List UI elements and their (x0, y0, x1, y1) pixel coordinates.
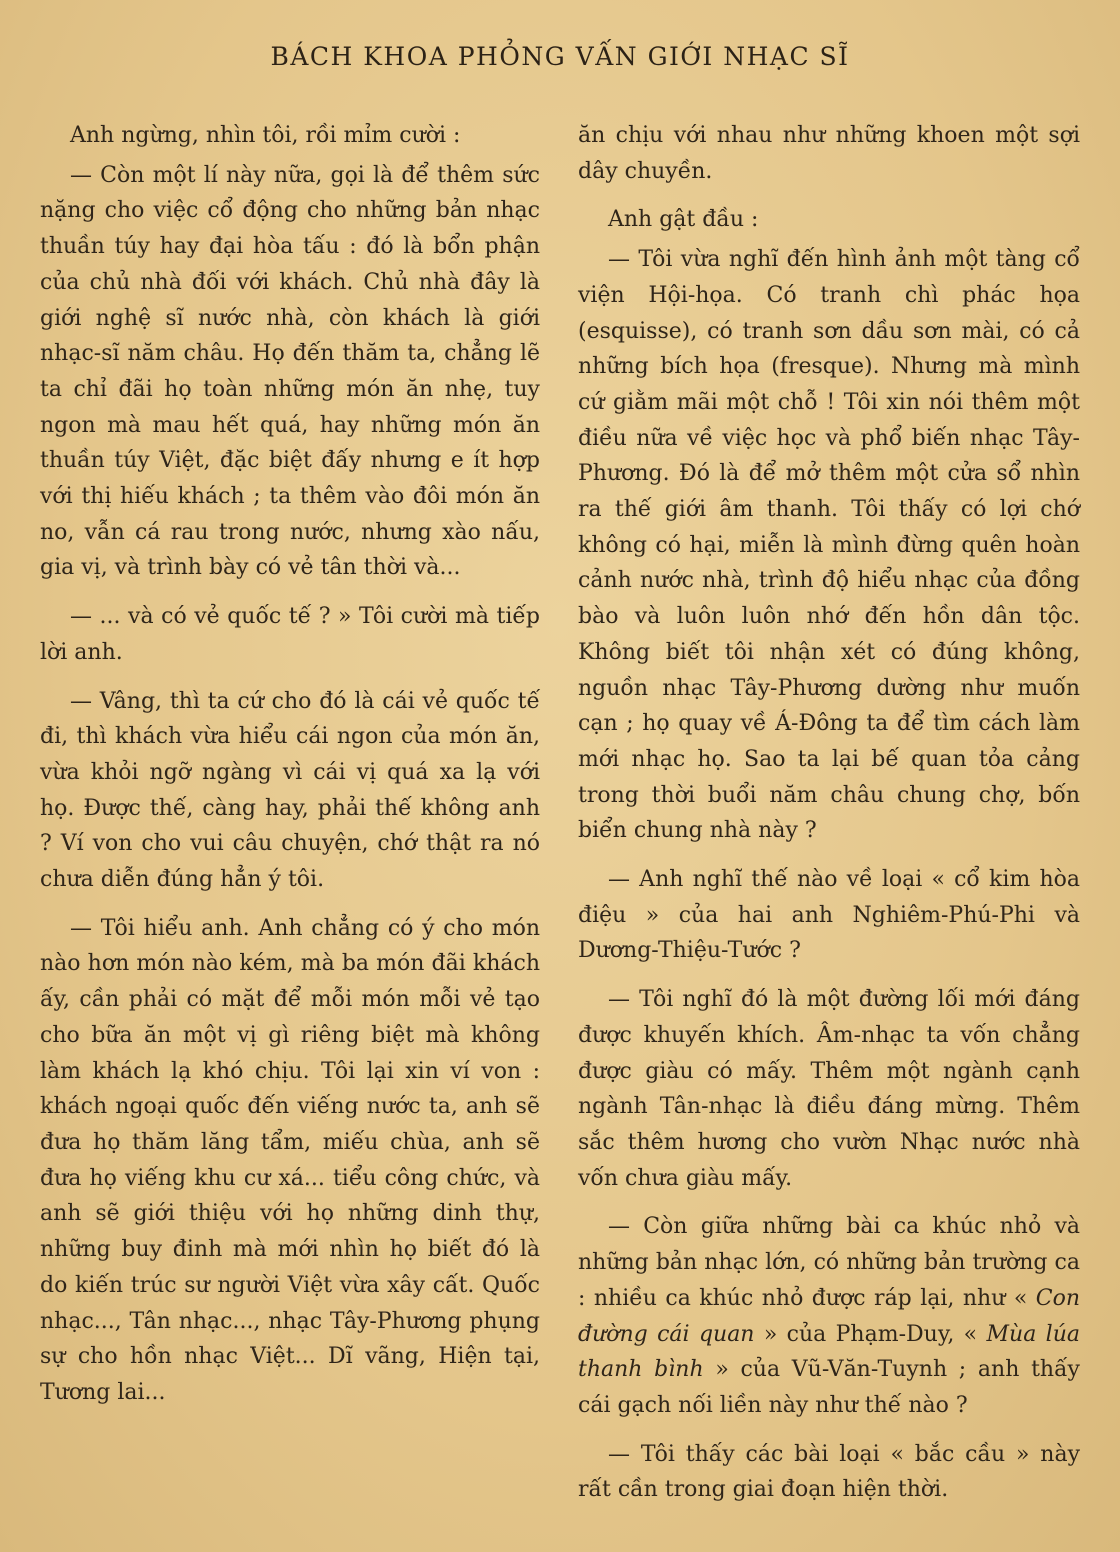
page-title: BÁCH KHOA PHỎNG VẤN GIỚI NHẠC SĨ (270, 42, 850, 71)
song-title: Mùa lúa thanh bình (578, 1321, 1080, 1383)
paragraph: — Vâng, thì ta cứ cho đó là cái vẻ quốc tế đi, thì khách vừa hiểu cái ngon của món ăn, vừa khỏi ngỡ ngàng vì cái vị quá xa lạ với họ. Được thế, càng hay, phải thế không anh ? Ví von cho vui câu chuyện, chớ thật ra nó chưa diễn đúng hẳn ý tôi. (40, 688, 540, 893)
paragraph (578, 1209, 1080, 1423)
paragraph: — ... và có vẻ quốc tế ? » Tôi cười mà tiếp lời anh. (40, 604, 540, 665)
paragraph: — Còn một lí này nữa, gọi là để thêm sức nặng cho việc cổ động cho những bản nhạc thuần túy hay đại hòa tấu : đó là bổn phận của chủ nhà đối với khách. Chủ nhà đây là giới nghệ sĩ nước nhà, còn khách là giới nhạc-sĩ năm châu. Họ đến thăm ta, chẳng lẽ ta chỉ đãi họ toàn những món ăn nhẹ, tuy ngon mà mau hết quá, hay những món ăn thuần túy Việt, đặc biệt đấy nhưng e ít hợp với thị hiếu khách ; ta thêm vào đôi món ăn no, vẫn cá rau trong nước, nhưng xào nấu, gia vị, và trình bày có vẻ tân thời và... (40, 162, 540, 581)
left-column (40, 118, 540, 1424)
paragraph: — Anh nghĩ thế nào về loại « cổ kim hòa điệu » của hai anh Nghiêm-Phú-Phi và Dương-Thiệu-Tước ? (578, 867, 1080, 964)
paragraph-text: — Còn giữa những bài ca khúc nhỏ và những bản nhạc lớn, có những bản trường ca : nhiều ca khúc nhỏ được ráp lại, như « (578, 1214, 1080, 1311)
paragraph-text: » của Vũ-Văn-Tuynh ; anh thấy cái gạch nối liền này như thế nào ? (578, 1357, 1080, 1418)
paragraph: Anh gật đầu : (608, 207, 759, 233)
page-header (0, 42, 1120, 71)
paragraph-text: » của Phạm-Duy, « (754, 1321, 987, 1347)
paragraph: Anh ngừng, nhìn tôi, rồi mỉm cười : (70, 123, 461, 148)
paragraph: — Tôi vừa nghĩ đến hình ảnh một tàng cổ viện Hội-họa. Có tranh chì phác họa (esquisse), có tranh sơn dầu sơn mài, có cả những bích họa (fresque). Nhưng mà mình cứ giằm mãi một chỗ ! Tôi xin nói thêm một điều nữa về việc học và phổ biến nhạc Tây-Phương. Đó là để mở thêm một cửa sổ nhìn ra thế giới âm thanh. Tôi thấy có lợi chớ không có hại, miễn là mình đừng quên hoàn cảnh nước nhà, trình độ hiểu nhạc của đồng bào và luôn luôn nhớ đến hồn dân tộc. Không biết tôi nhận xét có đúng không, nguồn nhạc Tây-Phương dường như muốn cạn ; họ quay về Á-Đông ta để tìm cách làm mới nhạc họ. Sao ta lại bế quan tỏa cảng trong thời buổi năm châu chung chợ, bốn biển chung nhà này ? (578, 247, 1080, 844)
song-title: Con đường cái quan (578, 1285, 1080, 1347)
paragraph: — Tôi thấy các bài loại « bắc cầu » này rất cần trong giai đoạn hiện thời. (578, 1441, 1080, 1503)
paragraph: — Tôi hiểu anh. Anh chẳng có ý cho món nào hơn món nào kém, mà ba món đãi khách ấy, cần phải có mặt để mỗi món mỗi vẻ tạo cho bữa ăn một vị gì riêng biệt mà không làm khách lạ khó chịu. Tôi lại xin ví von : khách ngoại quốc đến viếng nước ta, anh sẽ đưa họ thăm lăng tẩm, miếu chùa, anh sẽ đưa họ viếng khu cư xá... tiểu công chức, và anh sẽ giới thiệu với họ những dinh thự, những buy đinh mà mới nhìn họ biết đó là do kiến trúc sư người Việt vừa xây cất. Quốc nhạc..., Tân nhạc..., nhạc Tây-Phương phụng sự cho hồn nhạc Việt... Dĩ vãng, Hiện tại, Tương lai... (40, 915, 540, 1405)
paragraph: ăn chịu với nhau như những khoen một sợi dây chuyền. (578, 123, 1080, 184)
paragraph: — Tôi nghĩ đó là một đường lối mới đáng được khuyến khích. Âm-nhạc ta vốn chẳng được giàu có mấy. Thêm một ngành cạnh ngành Tân-nhạc là điều đáng mừng. Thêm sắc thêm hương cho vườn Nhạc nước nhà vốn chưa giàu mấy. (578, 987, 1080, 1191)
right-column (578, 118, 1080, 1521)
